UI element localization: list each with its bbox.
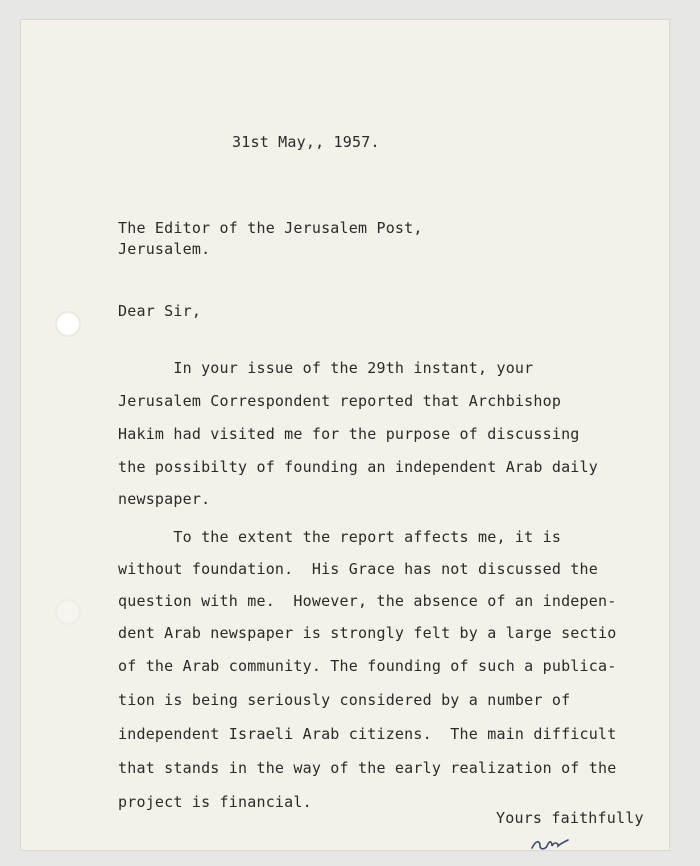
body-line: newspaper.	[118, 490, 211, 508]
body-line: question with me. However, the absence of an indepen-	[118, 592, 617, 610]
body-line: the possibilty of founding an independent Arab daily	[118, 458, 598, 476]
body-line: dent Arab newspaper is strongly felt by a large sectio	[118, 624, 617, 642]
body-line: Hakim had visited me for the purpose of discussing	[118, 425, 580, 443]
closing: Yours faithfully	[496, 809, 644, 827]
punch-hole	[57, 601, 79, 623]
body-line: In your issue of the 29th instant, your	[118, 359, 534, 377]
body-line: project is financial.	[118, 793, 312, 811]
letter-page	[20, 19, 670, 851]
handwritten-initials	[530, 834, 570, 854]
letter-date: 31st May,, 1957.	[232, 133, 380, 151]
body-line: Jerusalem Correspondent reported that Archbishop	[118, 392, 562, 410]
body-line: of the Arab community. The founding of such a publica-	[118, 657, 617, 675]
body-line: independent Israeli Arab citizens. The main difficult	[118, 725, 617, 743]
salutation: Dear Sir,	[118, 302, 202, 320]
body-line: without foundation. His Grace has not discussed the	[118, 560, 598, 578]
recipient-city: Jerusalem.	[118, 240, 211, 258]
body-line: To the extent the report affects me, it is	[118, 528, 562, 546]
punch-hole	[57, 313, 79, 335]
recipient-line: The Editor of the Jerusalem Post,	[118, 219, 423, 237]
body-line: tion is being seriously considered by a number of	[118, 691, 571, 709]
body-line: that stands in the way of the early realization of the	[118, 759, 617, 777]
